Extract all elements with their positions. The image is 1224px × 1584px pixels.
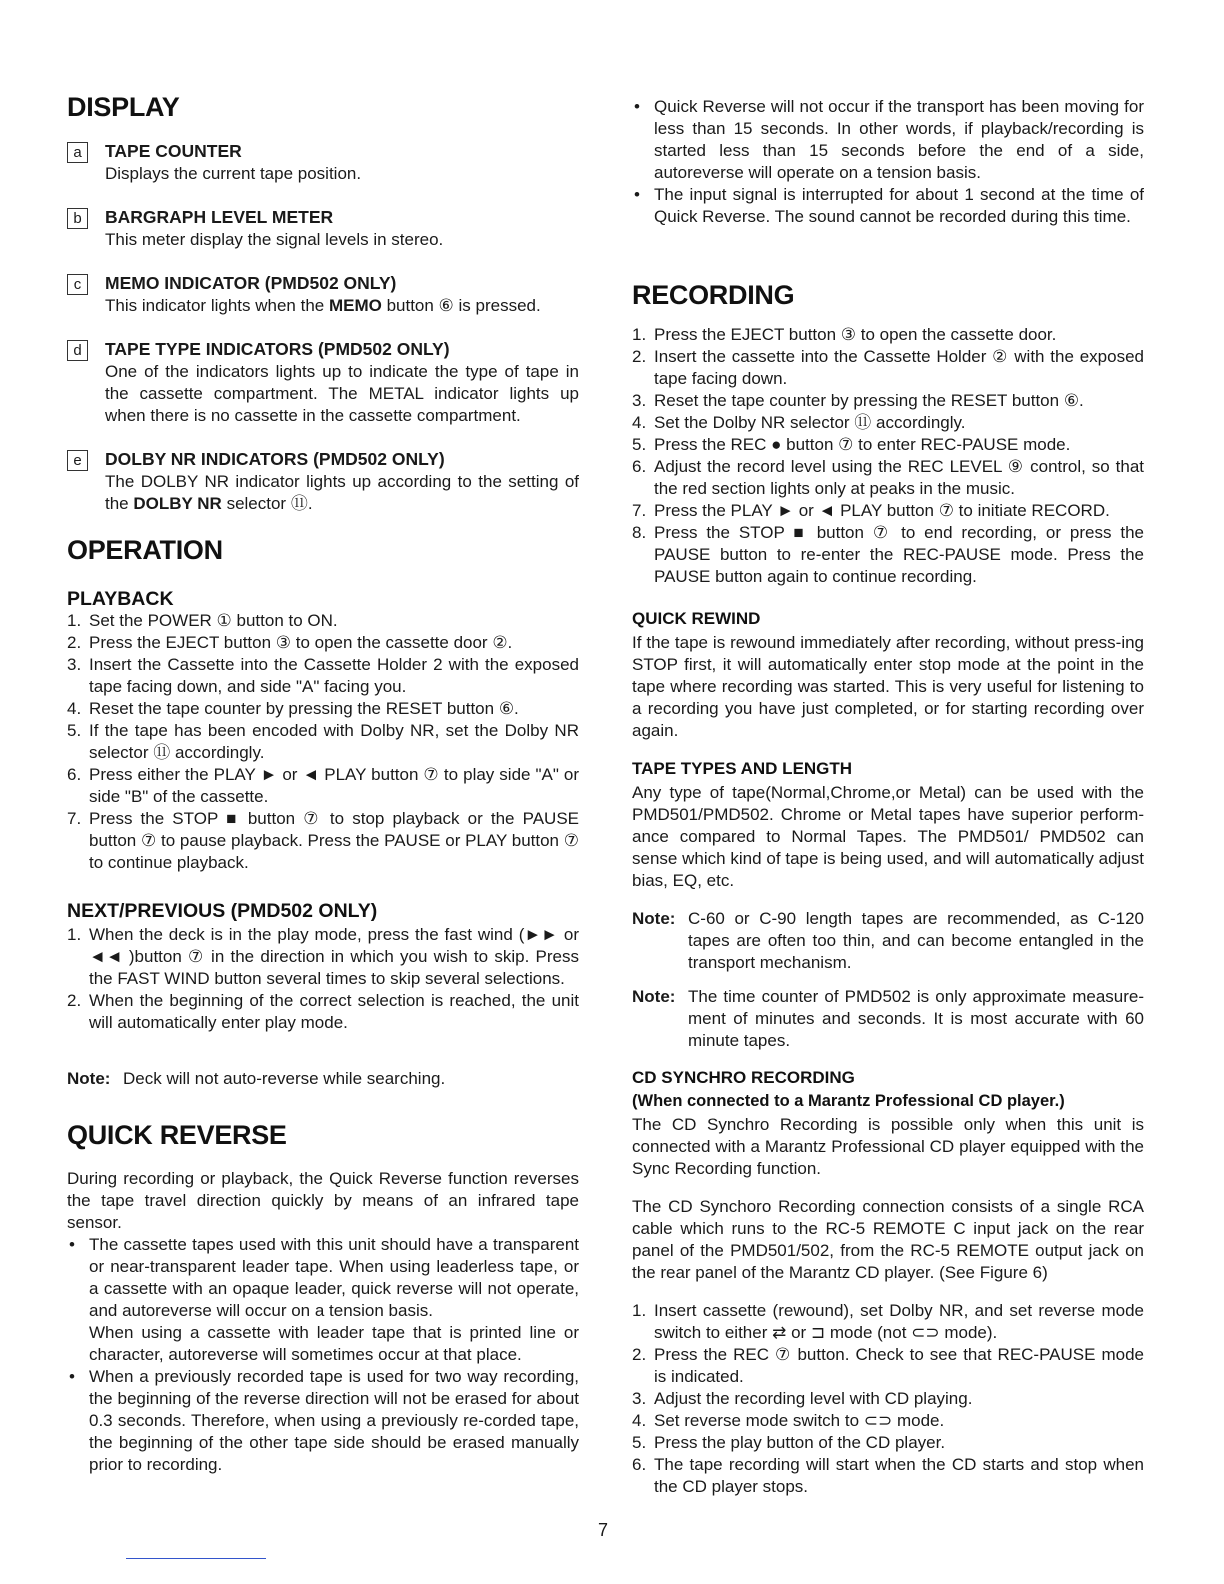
item-desc: Displays the current tape position. xyxy=(105,164,362,183)
item-tag-box: e xyxy=(67,450,88,471)
quick-reverse-intro: During recording or playback, the Quick Reverse function reverses the tape travel direction quickly by means of an infrared tape sensor. xyxy=(67,1169,579,1232)
list-step: 7. Press the PLAY ► or ◄ PLAY button ⑦ to initiate RECORD. xyxy=(632,501,1110,520)
list-step: 4. Set reverse mode switch to ⊂⊃ mode. xyxy=(632,1411,945,1430)
nextprev-heading: NEXT/PREVIOUS (PMD502 ONLY) xyxy=(67,900,378,922)
item-desc: The DOLBY NR indicator lights up according to the setting of the DOLBY NR selector ⑪. xyxy=(105,472,579,513)
recording-steps xyxy=(632,324,1144,588)
item-tag-box: d xyxy=(67,340,88,361)
playback-heading: PLAYBACK xyxy=(67,588,174,610)
nextprev-steps xyxy=(67,924,579,1034)
list-step: 3. Insert the Cassette into the Cassette Holder 2 with the exposed tape facing down, and side "A" facing you. xyxy=(67,655,579,696)
quick-reverse-bullets-1 xyxy=(67,1234,579,1322)
list-step: 5. If the tape has been encoded with Dolby NR, set the Dolby NR selector ⑪ accordingly. xyxy=(67,721,579,762)
cd-synchro-p1: The CD Synchro Recording is possible only when this unit is connected with a Marantz Professional CD player equipped with the Sync Recording function. xyxy=(632,1115,1144,1178)
note-label: Note: xyxy=(632,987,676,1006)
item-title: MEMO INDICATOR (PMD502 ONLY) xyxy=(105,273,397,293)
quick-rewind-heading: QUICK REWIND xyxy=(632,609,761,628)
list-step: 8. Press the STOP ■ button ⑦ to end recording, or press the PAUSE button to re-enter the REC-PAUSE mode. Press the PAUSE button again to continue recording. xyxy=(632,523,1144,586)
list-step: 1. When the deck is in the play mode, press the fast wind (►► or ◄◄ )button ⑦ in the direction in which you wish to skip. Press the FAST WIND button several times to skip several selections. xyxy=(67,925,579,988)
note-text: The time counter of PMD502 is only approximate measure-ment of minutes and seconds. It is most accurate with 60 minute tapes. xyxy=(688,987,1144,1050)
list-step: 3. Reset the tape counter by pressing the RESET button ⑥. xyxy=(632,391,1084,410)
item-desc: This meter display the signal levels in stereo. xyxy=(105,230,444,249)
nextprev-note xyxy=(67,1068,579,1090)
list-step: 2. Press the REC ⑦ button. Check to see that REC-PAUSE mode is indicated. xyxy=(632,1345,1144,1386)
quick-rewind-text: If the tape is rewound immediately after recording, without press-ing STOP first, it will automatically enter stop mode at the point in the tape where recording was started. This is very useful for listening to a recording you have just completed, or for starting recording over again. xyxy=(632,633,1144,740)
note-label: Note: xyxy=(632,909,676,928)
cd-synchro-p2: The CD Synchoro Recording connection consists of a single RCA cable which runs to the RC-5 REMOTE C input jack on the rear panel of the PMD501/502, from the RC-5 REMOTE output jack on the rear panel of the Marantz CD player. (See Figure 6) xyxy=(632,1197,1144,1282)
item-title: BARGRAPH LEVEL METER xyxy=(105,207,334,227)
recording-heading: RECORDING xyxy=(632,280,795,310)
list-step: 5. Press the play button of the CD player. xyxy=(632,1433,946,1452)
item-title: DOLBY NR INDICATORS (PMD502 ONLY) xyxy=(105,449,445,469)
quick-reverse-bullets-2 xyxy=(67,1366,579,1476)
operation-heading: OPERATION xyxy=(67,535,223,565)
list-step: 4. Set the Dolby NR selector ⑪ accordingly. xyxy=(632,413,966,432)
item-desc: This indicator lights when the MEMO button ⑥ is pressed. xyxy=(105,296,541,315)
list-step: 6. The tape recording will start when the CD starts and stop when the CD player stops. xyxy=(632,1455,1144,1496)
list-step: 1. Press the EJECT button ③ to open the cassette door. xyxy=(632,325,1057,344)
item-title: TAPE TYPE INDICATORS (PMD502 ONLY) xyxy=(105,339,450,359)
note-text: C-60 or C-90 length tapes are recommended, as C-120 tapes are often too thin, and can become entangled in the transport mechanism. xyxy=(688,909,1144,972)
bullet-item: • When a previously recorded tape is used for two way recording, the beginning of the reverse direction will not be erased for about 0.3 seconds. Therefore, when using a previously re-corded tape, the beginning of the other tape side should be erased manually prior to recording. xyxy=(69,1367,579,1474)
tape-note-2 xyxy=(632,986,1144,1052)
item-title: TAPE COUNTER xyxy=(105,141,242,161)
page-number: 7 xyxy=(598,1520,609,1540)
item-desc: One of the indicators lights up to indicate the type of tape in the cassette compartment. The METAL indicator lights up when there is no cassette in the cassette compartment. xyxy=(105,362,579,425)
list-step: 2. When the beginning of the correct selection is reached, the unit will automatically enter play mode. xyxy=(67,991,579,1032)
quick-reverse-bullets-3 xyxy=(632,96,1144,228)
list-step: 6. Adjust the record level using the REC LEVEL ⑨ control, so that the red section lights only at peaks in the music. xyxy=(632,457,1144,498)
tape-types-heading: TAPE TYPES AND LENGTH xyxy=(632,759,853,778)
quick-reverse-heading: QUICK REVERSE xyxy=(67,1120,287,1150)
list-step: 3. Adjust the recording level with CD playing. xyxy=(632,1389,973,1408)
bullet-item: • The input signal is interrupted for about 1 second at the time of Quick Reverse. The sound cannot be recorded during this time. xyxy=(634,185,1144,226)
cd-synchro-heading: CD SYNCHRO RECORDING xyxy=(632,1068,855,1087)
playback-steps xyxy=(67,610,579,874)
bullet-item: • The cassette tapes used with this unit should have a transparent or near-transparent leader tape. When using leaderless tape, or a cassette with an opaque leader, quick reverse will not operate, and autoreverse will occur on a tension basis. xyxy=(69,1235,579,1320)
quick-reverse-bullet-continuation: When using a cassette with leader tape that is printed line or character, autoreverse will sometimes occur at that place. xyxy=(89,1323,579,1364)
list-step: 7. Press the STOP ■ button ⑦ to stop playback or the PAUSE button ⑦ to pause playback. Press the PAUSE or PLAY button ⑦ to continue playback. xyxy=(67,809,579,872)
list-step: 5. Press the REC ● button ⑦ to enter REC-PAUSE mode. xyxy=(632,435,1071,454)
list-step: 2. Press the EJECT button ③ to open the cassette door ②. xyxy=(67,633,513,652)
tape-note-1 xyxy=(632,908,1144,974)
item-tag-box: c xyxy=(67,274,88,295)
note-label: Note: xyxy=(67,1069,111,1088)
list-step: 2. Insert the cassette into the Cassette Holder ② with the exposed tape facing down. xyxy=(632,347,1144,388)
footer-rule xyxy=(126,1558,266,1559)
list-step: 1. Insert cassette (rewound), set Dolby NR, and set reverse mode switch to either ⇄ or ⊐ mode (not ⊂⊃ mode). xyxy=(632,1301,1144,1342)
cd-synchro-steps xyxy=(632,1300,1144,1498)
list-step: 6. Press either the PLAY ► or ◄ PLAY button ⑦ to play side "A" or side "B" of the cassette. xyxy=(67,765,579,806)
cd-synchro-subtitle: (When connected to a Marantz Professional CD player.) xyxy=(632,1092,1065,1110)
tape-types-text: Any type of tape(Normal,Chrome,or Metal) can be used with the PMD501/PMD502. Chrome or Metal tapes have superior perform-ance compared to Normal Tapes. The PMD501/ PMD502 can sense which kind of tape is being used, and will automatically adjust bias, EQ, etc. xyxy=(632,783,1144,890)
list-step: 4. Reset the tape counter by pressing the RESET button ⑥. xyxy=(67,699,519,718)
list-step: 1. Set the POWER ① button to ON. xyxy=(67,611,338,630)
bullet-item: • Quick Reverse will not occur if the transport has been moving for less than 15 seconds. In other words, if playback/recording is started less than 15 seconds before the end of a side, autoreverse will operate on a tension basis. xyxy=(634,97,1144,182)
item-tag-box: a xyxy=(67,142,88,163)
item-tag-box: b xyxy=(67,208,88,229)
display-heading: DISPLAY xyxy=(67,92,180,122)
note-text: Deck will not auto-reverse while searching. xyxy=(123,1069,446,1088)
